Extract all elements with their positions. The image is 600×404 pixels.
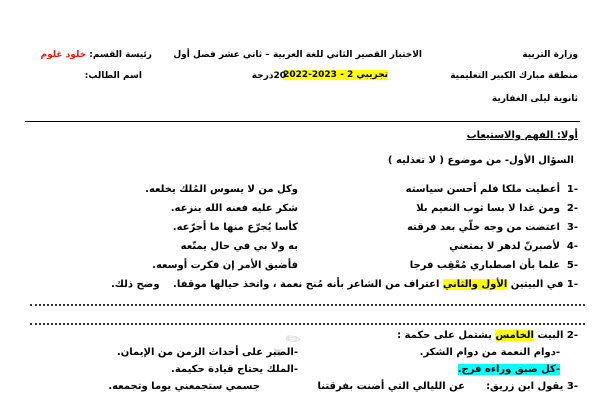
verse-second-hemistich: شكر عليه فعنه الله ينزعه. bbox=[170, 203, 298, 214]
verse-second-hemistich: فأضيق الأمر إن فكرت أوسعه. bbox=[152, 260, 298, 271]
question-text-pre: يقول ابن زريق: bbox=[486, 381, 564, 392]
verse-second-hemistich: به ولا بي في حال يمتّعه bbox=[180, 241, 298, 252]
verse-first-hemistich: أعطيت ملكا فلم أحسن سياسته bbox=[405, 184, 560, 195]
question-text-post: اعتراف من الشاعر بأنه مُنح نعمة ، واتخذ حيالها موقفا. bbox=[173, 279, 440, 290]
answer-line[interactable] bbox=[30, 323, 585, 325]
header-divider bbox=[25, 121, 580, 122]
section-title: أولا: الفهم والاستيعاب bbox=[466, 130, 578, 141]
highlighted-text: الأول والثاني bbox=[442, 279, 508, 290]
option-2[interactable]: -الصبر على أحداث الزمن من الإيمان. bbox=[116, 347, 298, 358]
question-text-pre: البيت bbox=[537, 330, 564, 341]
verse-first-hemistich: عن الليالي التي أضنت بفرقتنا bbox=[317, 381, 465, 392]
dept-head-name: خلود غلوم bbox=[40, 50, 87, 60]
district-label: منطقة مبارك الكبير التعليمية bbox=[450, 71, 578, 81]
verse-first-hemistich: علما بأن اصطباري مُعْقِب فرجا bbox=[409, 260, 560, 271]
verse-first-hemistich: لأصبرنّ لدهر لا يمتعني bbox=[449, 241, 560, 252]
question1-1 bbox=[111, 279, 578, 290]
question-text-post: يشتمل على حكمة : bbox=[397, 330, 492, 341]
question-number: -1 bbox=[566, 279, 578, 290]
highlighted-text: الخامس bbox=[495, 330, 534, 341]
dept-head bbox=[40, 50, 152, 60]
verse-number: -5 bbox=[566, 260, 578, 271]
verse-number: -3 bbox=[566, 222, 578, 233]
question1-2 bbox=[397, 330, 578, 341]
option-4-correct[interactable] bbox=[458, 364, 560, 375]
highlighted-option: -كل ضيق وراءه فرج. bbox=[457, 364, 560, 375]
exam-title: الاختبار القصير الثاني للغة العربية – ثاني عشر فصل أول bbox=[173, 50, 422, 60]
verse-number: -2 bbox=[566, 203, 578, 214]
question-number: -2 bbox=[566, 330, 578, 341]
option-1[interactable]: -دوام النعمة من دوام الشكر. bbox=[419, 347, 560, 358]
school-label: ثانوية ليلى الغفارية bbox=[491, 94, 578, 104]
student-name-label: اسم الطالب: bbox=[84, 71, 142, 81]
year-label: 2023-2022 bbox=[283, 70, 337, 80]
trial-label: تجريبي 2 bbox=[346, 70, 388, 80]
verse-number: -4 bbox=[566, 241, 578, 252]
question-text-pre: في البيتين bbox=[510, 279, 564, 290]
verse-second-hemistich: وكل من لا يسوس المُلك يخلعه. bbox=[145, 184, 298, 195]
verse-second-hemistich: جسمي ستجمعني يوما وتجمعه. bbox=[108, 381, 260, 392]
question-ask: وضح ذلك. bbox=[110, 279, 160, 290]
dept-head-label: رئيسة القسم: bbox=[89, 50, 152, 60]
watermark: ✎ ✦ bbox=[265, 326, 307, 367]
question1-3-label bbox=[486, 381, 578, 392]
verse-second-hemistich: كأسا يُجرّع منها ما أجرّعه. bbox=[172, 222, 298, 233]
question1-title: السؤال الأول- من موضوع ( لا تعذليه ) bbox=[387, 155, 574, 166]
verse-first-hemistich: اعتضت من وجه خلّي بعد فرقته bbox=[407, 222, 560, 233]
question-number: -3 bbox=[566, 381, 578, 392]
trial-year: تجريبي 2 - 2023-2022 bbox=[283, 70, 388, 80]
verse-first-hemistich: ومن غدا لا بسا ثوب النعيم بلا bbox=[416, 203, 560, 214]
answer-line[interactable] bbox=[30, 304, 585, 306]
verse-number: -1 bbox=[566, 184, 578, 195]
ministry-label: وزارة التربية bbox=[522, 50, 578, 60]
score-label: 20درجة bbox=[251, 71, 286, 81]
option-3[interactable]: -الملك يحتاج قيادة حكيمة. bbox=[171, 364, 298, 375]
